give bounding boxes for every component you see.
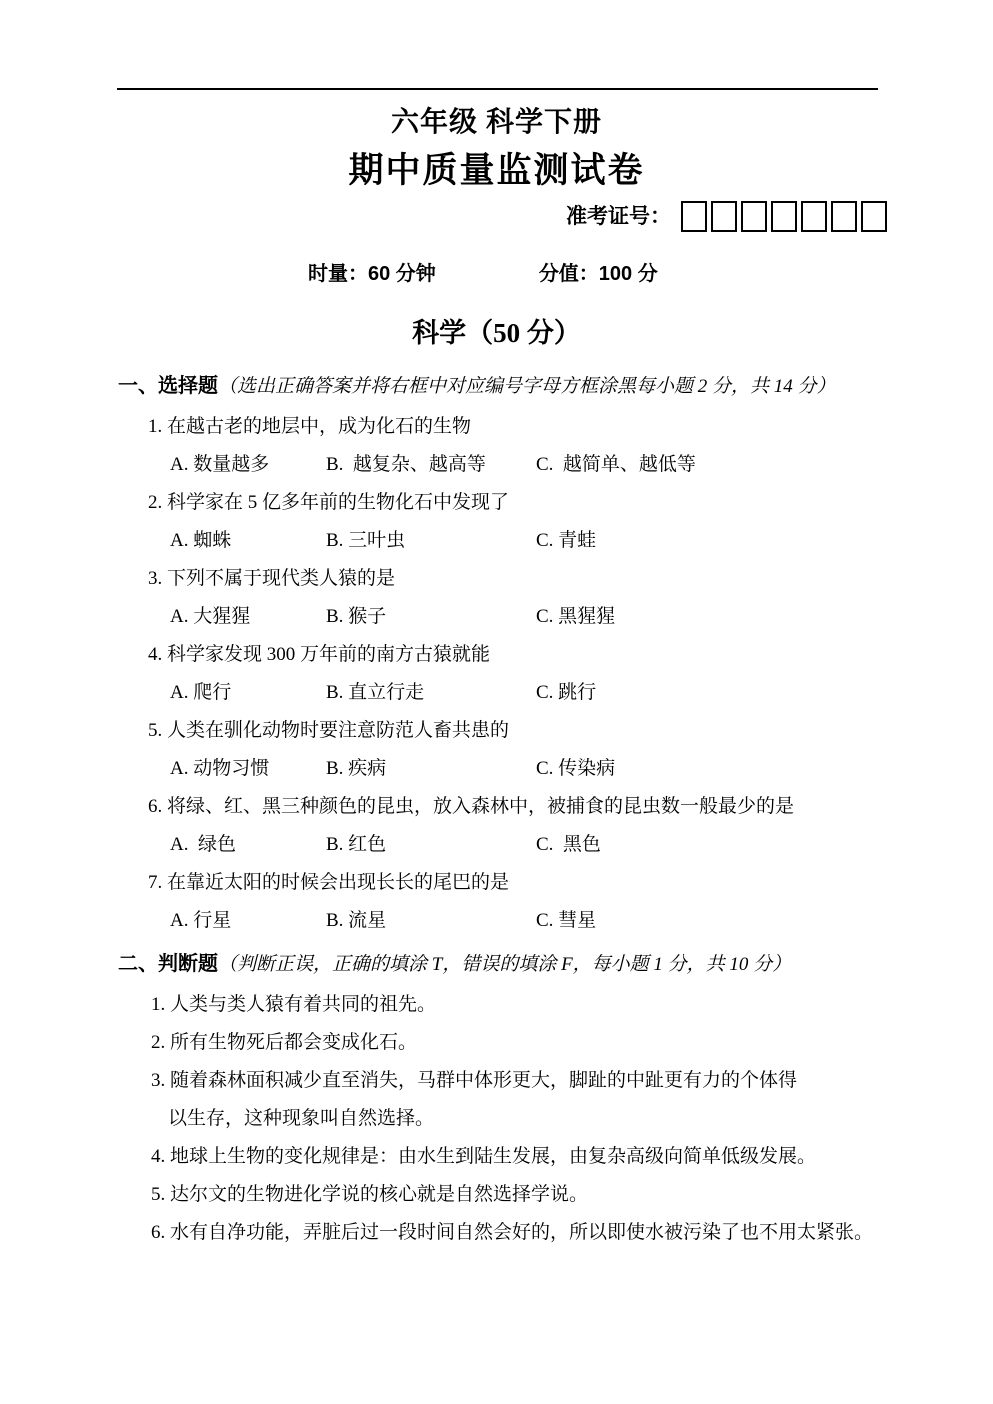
choice-question-6 — [118, 796, 881, 855]
duration-label: 时量：60 分钟 — [308, 263, 436, 285]
option-b: B. 直立行走 — [326, 682, 425, 703]
judgment-section-heading — [118, 952, 881, 977]
admission-row — [0, 196, 887, 232]
option-a: A. 大猩猩 — [170, 606, 251, 627]
admission-number-boxes — [677, 201, 887, 232]
judgment-item-4: 4. 地球上生物的变化规律是：由水生到陆生发展，由复杂高级向简单低级发展。 — [151, 1146, 817, 1167]
option-b: B. 越复杂、越高等 — [326, 454, 486, 475]
option-a: A. 绿色 — [170, 834, 236, 855]
question-stem: 2. 科学家在 5 亿多年前的生物化石中发现了 — [148, 492, 510, 513]
option-c: C. 黑色 — [536, 834, 601, 855]
question-stem: 6. 将绿、红、黑三种颜色的昆虫，放入森林中，被捕食的昆虫数一般最少的是 — [148, 796, 795, 817]
option-c: C. 跳行 — [536, 682, 597, 703]
judgment-item-1: 1. 人类与类人猿有着共同的祖先。 — [151, 994, 437, 1015]
choice-question-1 — [118, 416, 881, 475]
option-a: A. 行星 — [170, 910, 232, 931]
question-stem: 3. 下列不属于现代类人猿的是 — [148, 568, 396, 589]
choice-question-3 — [118, 568, 881, 627]
option-c: C. 青蛙 — [536, 530, 597, 551]
option-a: A. 蜘蛛 — [170, 530, 232, 551]
choice-question-4 — [118, 644, 881, 703]
admission-number-box[interactable] — [801, 201, 827, 232]
paper-title-grade: 六年级 科学下册 — [390, 107, 602, 138]
judgment-item-3-line-1: 3. 随着森林面积减少直至消失，马群中体形更大，脚趾的中趾更有力的个体得 — [151, 1070, 798, 1091]
question-stem: 4. 科学家发现 300 万年前的南方古猿就能 — [148, 644, 491, 665]
judgment-item-5: 5. 达尔文的生物进化学说的核心就是自然选择学说。 — [151, 1184, 589, 1205]
choice-section-instructions: （选出正确答案并将右框中对应编号字母方框涂黑每小题 2 分，共 14 分） — [218, 376, 836, 397]
exam-info-row — [0, 262, 993, 286]
option-a: A. 数量越多 — [170, 454, 270, 475]
score-label: 分值：100 分 — [538, 263, 658, 285]
judgment-item-2: 2. 所有生物死后都会变成化石。 — [151, 1032, 418, 1053]
question-stem: 1. 在越古老的地层中，成为化石的生物 — [148, 416, 472, 437]
option-c: C. 黑猩猩 — [536, 606, 616, 627]
choice-question-7 — [118, 872, 881, 931]
option-c: C. 彗星 — [536, 910, 597, 931]
question-options — [118, 758, 881, 779]
judgment-section — [118, 952, 881, 1243]
header-divider — [117, 88, 878, 90]
option-b: B. 疾病 — [326, 758, 387, 779]
question-stem: 7. 在靠近太阳的时候会出现长长的尾巴的是 — [148, 872, 510, 893]
admission-number-label: 准考证号： — [566, 205, 671, 228]
admission-number-box[interactable] — [861, 201, 887, 232]
choice-question-2 — [118, 492, 881, 551]
choice-question-5 — [118, 720, 881, 779]
option-c: C. 传染病 — [536, 758, 616, 779]
subject-heading: 科学（50 分） — [412, 318, 581, 348]
admission-number-box[interactable] — [681, 201, 707, 232]
question-stem: 5. 人类在驯化动物时要注意防范人畜共患的 — [148, 720, 510, 741]
judgment-item-3-line-2: 以生存，这种现象叫自然选择。 — [168, 1108, 435, 1129]
option-b: B. 三叶虫 — [326, 530, 406, 551]
option-b: B. 流星 — [326, 910, 387, 931]
option-b: B. 猴子 — [326, 606, 387, 627]
paper-title-exam: 期中质量监测试卷 — [348, 151, 645, 190]
judgment-item-6: 6. 水有自净功能，弄脏后过一段时间自然会好的，所以即使水被污染了也不用太紧张。 — [151, 1222, 874, 1243]
choice-section-title: 一、选择题 — [118, 375, 218, 397]
question-options — [118, 682, 881, 703]
question-options — [118, 910, 881, 931]
admission-number-box[interactable] — [711, 201, 737, 232]
question-options — [118, 606, 881, 627]
option-c: C. 越简单、越低等 — [536, 454, 696, 475]
question-options — [118, 454, 881, 475]
judgment-section-title: 二、判断题 — [118, 953, 218, 975]
option-a: A. 爬行 — [170, 682, 232, 703]
option-b: B. 红色 — [326, 834, 387, 855]
admission-number-box[interactable] — [741, 201, 767, 232]
question-options — [118, 530, 881, 551]
paper-body — [0, 374, 993, 1243]
question-options — [118, 834, 881, 855]
admission-number-box[interactable] — [831, 201, 857, 232]
choice-section-heading — [118, 374, 881, 399]
judgment-section-instructions: （判断正误，正确的填涂 T，错误的填涂 F，每小题 1 分，共 10 分） — [218, 954, 792, 975]
admission-number-box[interactable] — [771, 201, 797, 232]
option-a: A. 动物习惯 — [170, 758, 270, 779]
